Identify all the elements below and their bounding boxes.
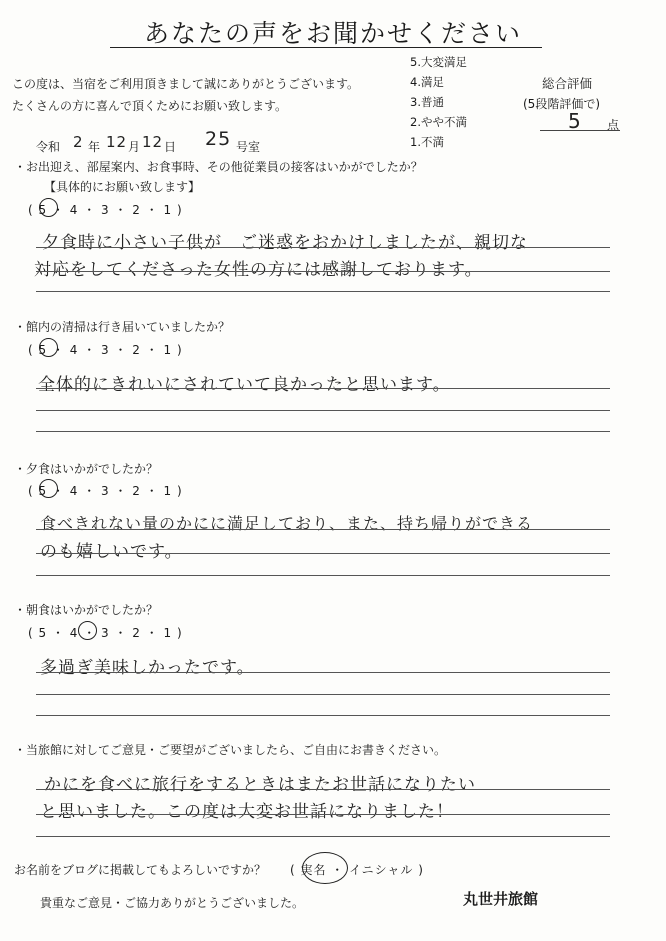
era-label: 令和: [36, 140, 61, 154]
room-unit: 号室: [236, 140, 261, 154]
question-3-text: ・夕食はいかがでしたか？: [14, 462, 159, 476]
answer-rule: [36, 291, 610, 292]
question-2-answer-line-1: 全体的にきれいにされていて良かったと思います。: [38, 375, 451, 395]
year-unit: 年: [88, 140, 101, 154]
question-3-answer-line-2: のも嬉しいです。: [40, 542, 183, 562]
scale-item-3: 3.普通: [410, 95, 444, 109]
question-1-selected-circle: [39, 198, 58, 217]
answer-rule: [36, 529, 610, 530]
question-1-answer-line-1: 夕食時に小さい子供が ご迷惑をおかけしましたが、親切な: [42, 233, 528, 253]
question-4-rating: ( 5 ・ 4 ・ 3 ・ 2 ・ 1 ): [28, 626, 183, 640]
answer-rule: [36, 388, 610, 389]
overall-label: 総合評価: [542, 76, 593, 91]
answer-rule: [36, 271, 610, 272]
month-unit: 月: [128, 140, 141, 154]
question-2-text: ・館内の清掃は行き届いていましたか？: [14, 320, 231, 334]
title-underline: [110, 47, 542, 48]
answer-rule: [36, 431, 610, 432]
question-5-answer-line-2: と思いました。この度は大変お世話になりました！: [40, 802, 454, 822]
overall-value: 5: [568, 109, 582, 133]
answer-rule: [36, 672, 610, 673]
answer-rule: [36, 715, 610, 716]
intro-line-1: この度は、当宿をご利用頂きまして誠にありがとうございます。: [12, 77, 360, 91]
question-4-selected-circle: [78, 621, 97, 640]
question-2-selected-circle: [39, 338, 58, 357]
stay-month: 12: [106, 133, 128, 151]
blog-question: お名前をブログに掲載してもよろしいですか？: [14, 863, 267, 877]
question-1-subtext: 【具体的にお願い致します】: [44, 180, 201, 194]
answer-rule: [36, 575, 610, 576]
answer-rule: [36, 410, 610, 411]
blog-options: ( 実名 ・ イニシャル ): [290, 863, 424, 877]
scale-item-2: 2.やや不満: [410, 115, 467, 129]
thanks-message: 貴重なご意見・ご協力ありがとうございました。: [40, 896, 305, 910]
question-2-rating: ( 5 ・ 4 ・ 3 ・ 2 ・ 1 ): [28, 343, 183, 357]
blog-selected-circle: [302, 852, 348, 884]
question-3-answer-line-1: 食べきれない量のかにに満足しており、また、持ち帰りができる: [40, 514, 534, 533]
answer-rule: [36, 814, 610, 815]
stay-year: 2: [73, 133, 84, 151]
answer-rule: [36, 553, 610, 554]
question-1-rating: ( 5 ・ 4 ・ 3 ・ 2 ・ 1 ): [28, 203, 183, 217]
survey-title: あなたの声をお聞かせください: [143, 19, 522, 48]
answer-rule: [36, 789, 610, 790]
overall-value-underline: [540, 130, 620, 131]
question-1-answer-line-2: 対応をしてくださった女性の方には感謝しております。: [34, 260, 483, 280]
question-1-text: ・お出迎え、部屋案内、お食事時、その他従業員の接客はいかがでしたか？: [14, 160, 423, 174]
day-unit: 日: [164, 140, 177, 154]
scale-item-4: 4.満足: [410, 75, 444, 89]
inn-name: 丸世井旅館: [463, 890, 539, 908]
overall-note: (5段階評価で): [523, 97, 600, 111]
stay-day: 12: [142, 133, 164, 151]
question-4-answer-line-1: 多過ぎ美味しかったです。: [40, 658, 255, 678]
question-5-answer-line-1: かにを食べに旅行をするときはまたお世話になりたい: [44, 775, 476, 795]
question-3-selected-circle: [39, 479, 58, 498]
intro-line-2: たくさんの方に喜んで頂くためにお願い致します。: [12, 99, 288, 113]
question-4-text: ・朝食はいかがでしたか？: [14, 603, 159, 617]
question-5-text: ・当旅館に対してご意見・ご要望がございましたら、ご自由にお書きください。: [14, 743, 447, 757]
overall-unit: 点: [607, 118, 620, 132]
answer-rule: [36, 836, 610, 837]
answer-rule: [36, 694, 610, 695]
room-number: 25: [205, 128, 232, 150]
answer-rule: [36, 247, 610, 248]
scale-item-1: 1.不満: [410, 135, 444, 149]
question-3-rating: ( 5 ・ 4 ・ 3 ・ 2 ・ 1 ): [28, 484, 183, 498]
scale-item-5: 5.大変満足: [410, 55, 467, 69]
